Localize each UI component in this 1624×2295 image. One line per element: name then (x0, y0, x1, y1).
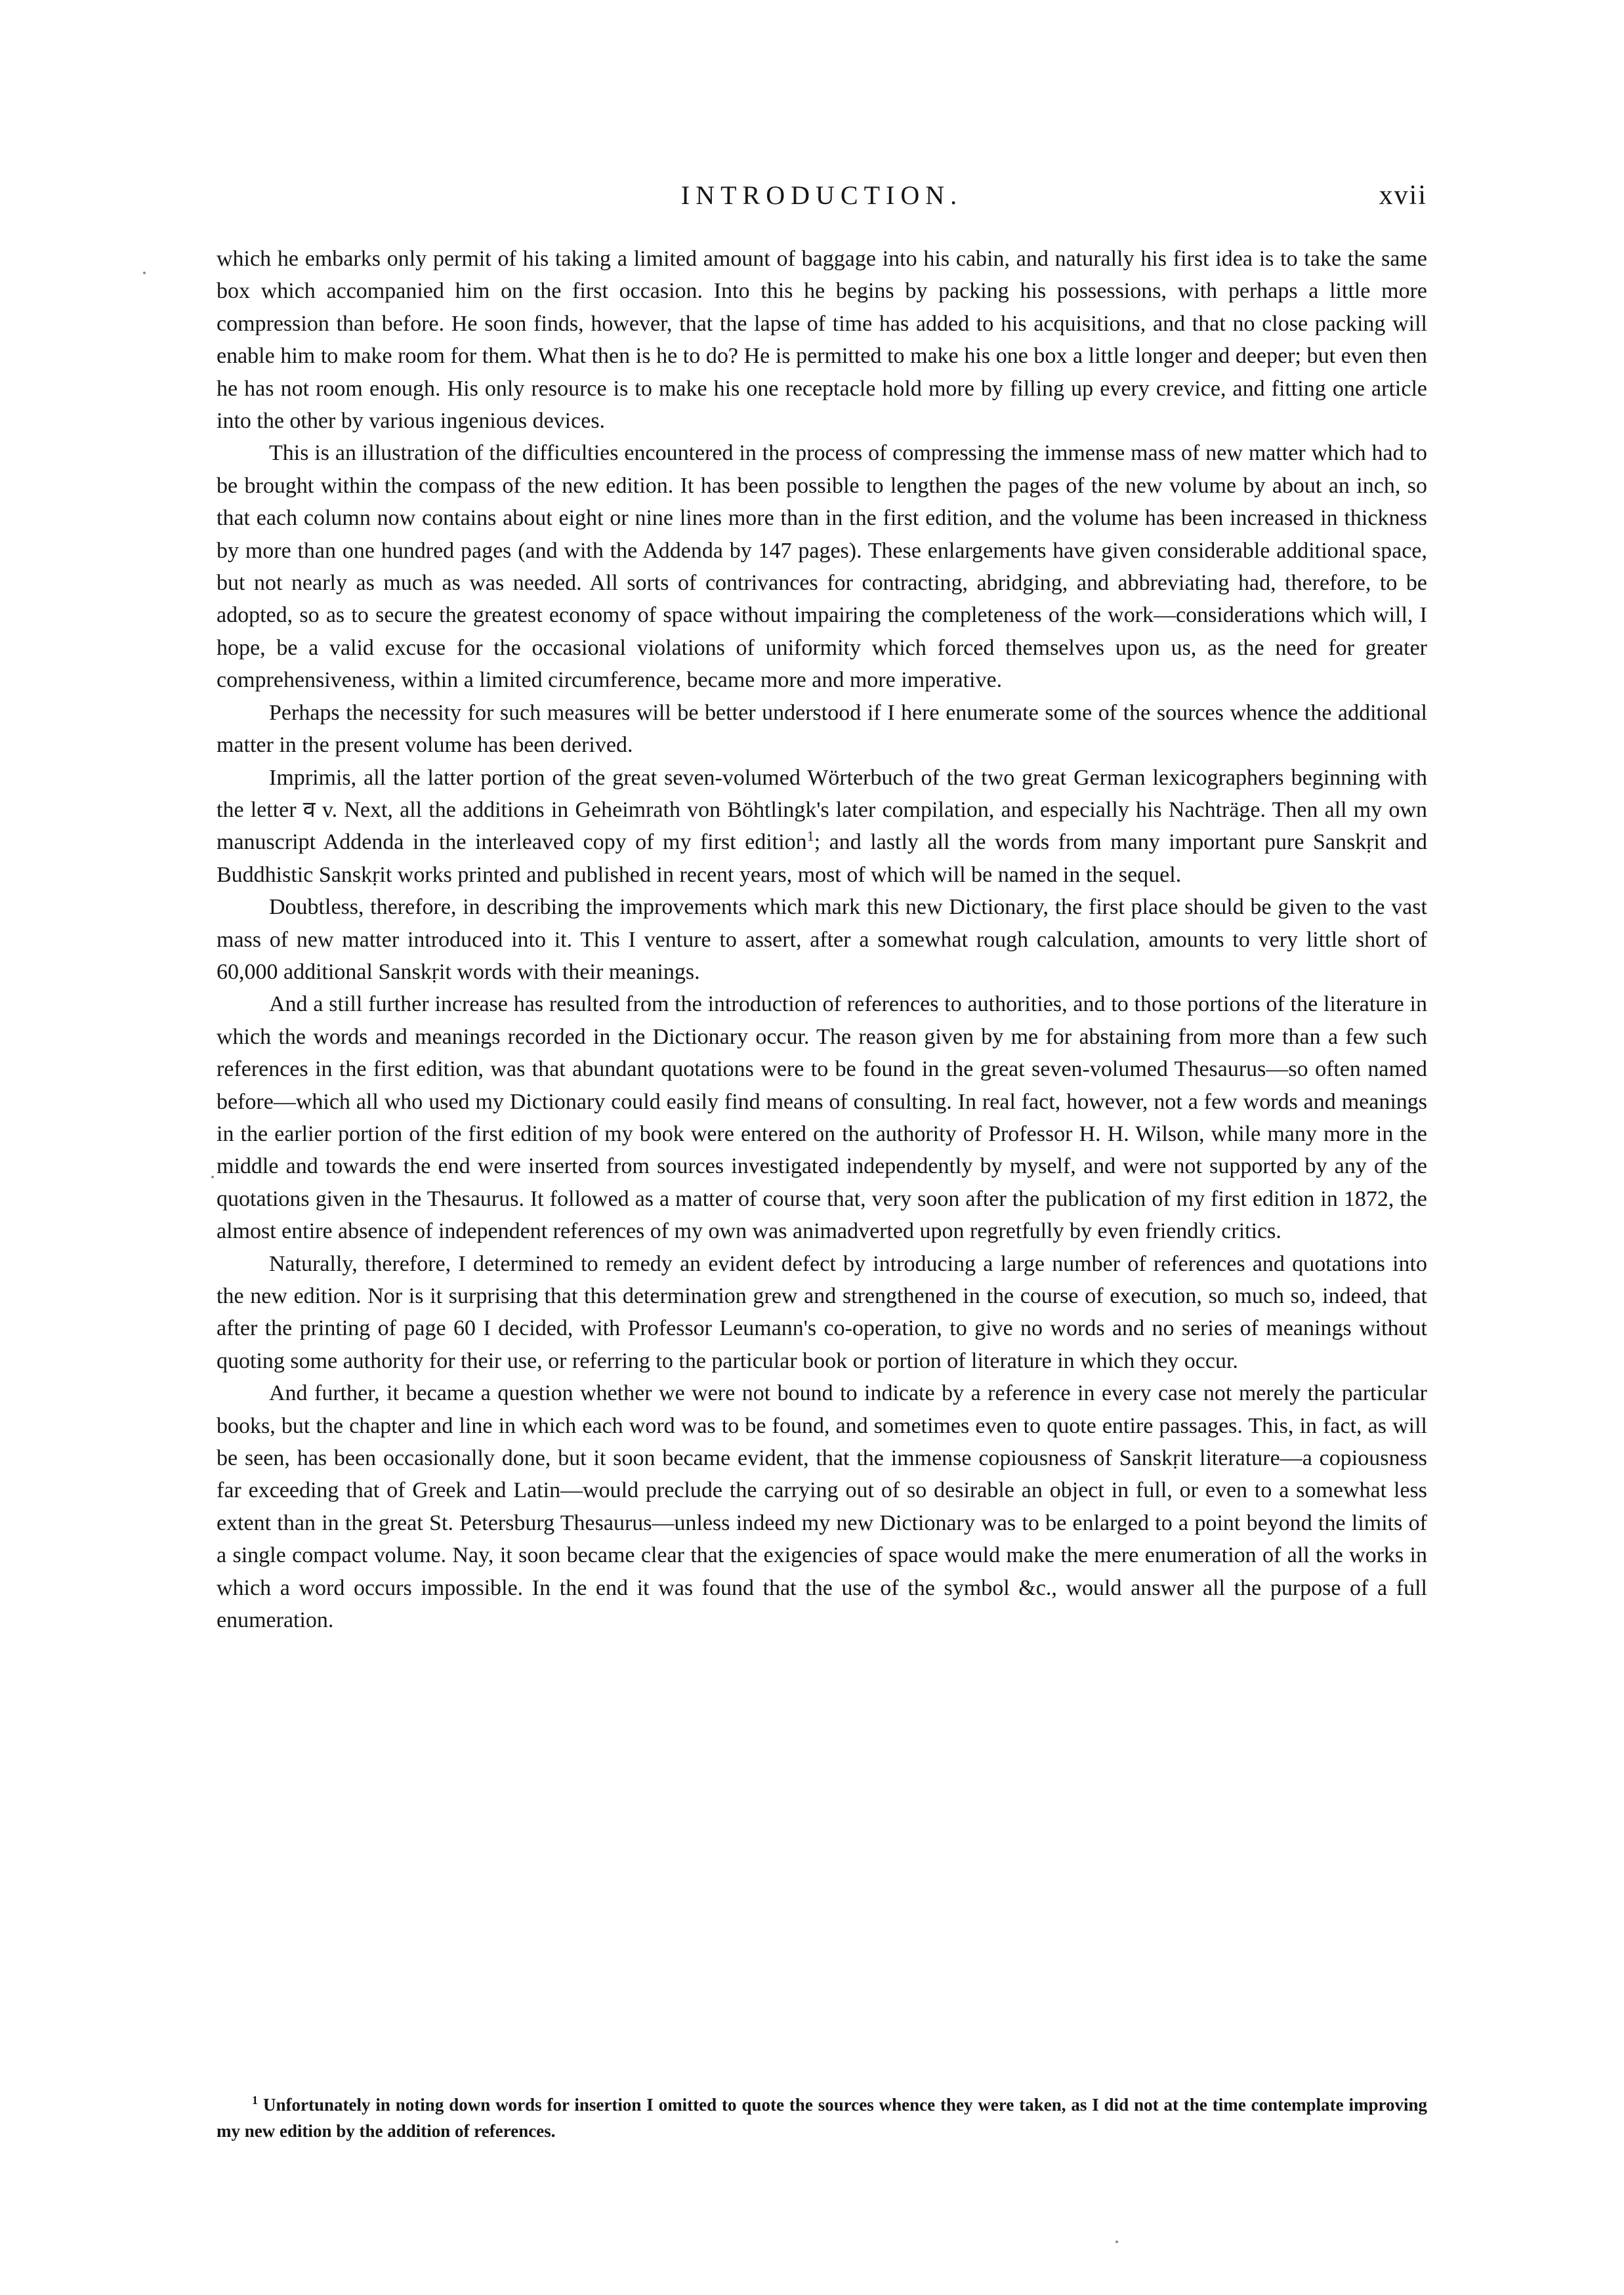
paragraph: And a still further increase has resulted from the introduction of references to authorities, and to those portions of the literature in which the words and meanings recorded in the Dictionary occur. The reason given by me for abstaining from more than a few such references in the first edition, was that abundant quotations were to be found in the great seven-volumed Thesaurus—so often named before—which all who used my Dictionary could easily find means of consulting. In real fact, however, not a few words and meanings in the earlier portion of the first edition of my book were entered on the authority of Professor H. H. Wilson, while many more in the middle and towards the end were inserted from sources investigated independently by myself, and were not supported by any of the quotations given in the Thesaurus. It followed as a matter of course that, very soon after the publication of my first edition in 1872, the almost entire absence of independent references of my own was animadverted upon regretfully by even friendly critics. (217, 992, 1427, 1244)
body-text (217, 243, 1427, 1636)
paragraph: Doubtless, therefore, in describing the improvements which mark this new Dictionary, the first place should be given to the vast mass of new matter introduced into it. This I venture to assert, after a somewhat rough calculation, amounts to very little short of 60,000 additional Sanskṛit words with their meanings. (217, 895, 1427, 984)
footnote (217, 2092, 1427, 2144)
footnote-text: Unfortunately in noting down words for insertion I omitted to quote the sources whence they were taken, as I did not at the time contemplate improving my new edition by the addition of references. (217, 2095, 1427, 2141)
paragraph-text: Imprimis, all the latter portion of the great seven-volumed Wörterbuch of the two great German lexicographers beginning with the letter व v. Next, all the additions in Geheimrath von Böhtlingk's later compilation, and especially his Nachträge. Then all my own manuscript Addenda in the interleaved copy of my first edition (217, 765, 1427, 855)
paragraph: And further, it became a question whether we were not bound to indicate by a reference in every case not merely the particular books, but the chapter and line in which each word was to be found, and sometimes even to quote entire passages. This, in fact, as will be seen, has been occasionally done, but it soon became evident, that the immense copiousness of Sanskṛit literature—a copiousness far exceeding that of Greek and Latin—would preclude the carrying out of so desirable an object in full, or even to a somewhat less extent than in the great St. Petersburg Thesaurus—unless indeed my new Dictionary was to be enlarged to a point beyond the limits of a single compact volume. Nay, it soon became clear that the exigencies of space would make the mere enumeration of all the works in which a word occurs impossible. In the end it was found that the use of the symbol &c., would answer all the purpose of a full enumeration. (217, 1381, 1427, 1633)
footnote-mark: 1 (252, 2094, 258, 2107)
paper-speck (143, 272, 146, 274)
paragraph: Naturally, therefore, I determined to remedy an evident defect by introducing a large number of references and quotations into the new edition. Nor is it surprising that this determination grew and strengthened in the course of execution, so much so, indeed, that after the printing of page 60 I decided, with Professor Leumann's co-operation, to give no words and no series of meanings without quoting some authority for their use, or referring to the particular book or portion of literature in which they occur. (217, 1251, 1427, 1373)
paragraph-continued: which he embarks only permit of his taking a limited amount of baggage into his cabin, and naturally his first idea is to take the same box which accompanied him on the first occasion. Into this he begins by packing his possessions, with perhaps a little more compression than before. He soon finds, however, that the lapse of time has added to his acquisitions, and that no close packing will enable him to make room for them. What then is he to do? He is permitted to make his one box a little longer and deeper; but even then he has not room enough. His only resource is to make his one receptacle hold more by filling up every crevice, and fitting one article into the other by various ingenious devices. (217, 247, 1427, 434)
paragraph: Perhaps the necessity for such measures will be better understood if I here enumerate some of the sources whence the additional matter in the present volume has been derived. (217, 700, 1427, 758)
paragraph-text: ; and lastly all the words from many important pure Sanskṛit and Buddhistic Sanskṛit works printed and published in recent years, most of which will be named in the sequel. (217, 830, 1428, 887)
footnote-reference-mark: 1 (806, 827, 814, 844)
running-head (217, 176, 1427, 215)
paragraph-with-footnote-ref (217, 762, 1427, 892)
running-head-title: INTRODUCTION. (680, 180, 963, 210)
paper-speck (211, 1176, 214, 1178)
paper-speck (1115, 2241, 1118, 2243)
page-number: xvii (1379, 180, 1427, 211)
paragraph: This is an illustration of the difficulties encountered in the process of compressing the immense mass of new matter which had to be brought within the compass of the new edition. It has been possible to lengthen the pages of the new volume by about an inch, so that each column now contains about eight or nine lines more than in the first edition, and the volume has been increased in thickness by more than one hundred pages (and with the Addenda by 147 pages). These enlargements have given considerable additional space, but not nearly as much as was needed. All sorts of contrivances for contracting, abridging, and abbreviating had, therefore, to be adopted, so as to secure the greatest economy of space without impairing the completeness of the work—considerations which will, I hope, be a valid excuse for the occasional violations of uniformity which forced themselves upon us, as the need for greater comprehensiveness, within a limited circumference, became more and more imperative. (217, 441, 1427, 693)
